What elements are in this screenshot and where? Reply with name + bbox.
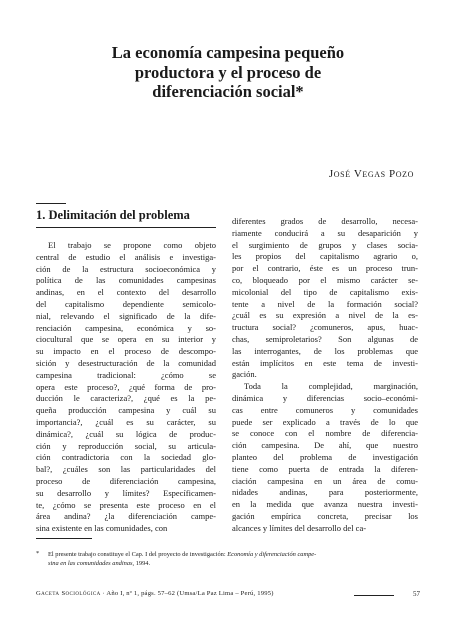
journal-name: Gaceta Sociológica bbox=[36, 590, 101, 597]
right-column-line: por el contrario, éste es un proceso trun- bbox=[232, 263, 418, 274]
left-column-line: renciación campesina, económica y so- bbox=[36, 322, 216, 333]
title-line-3: diferenciación social* bbox=[152, 82, 304, 101]
right-column-line: el surgimiento de grupos y clases socia- bbox=[232, 239, 418, 250]
left-column-line: ciocultural que se opera en su interior y bbox=[36, 334, 216, 345]
left-column-line: nial, relevando el significado de la dife- bbox=[36, 310, 216, 321]
left-column-line: área andina? ¿la diferenciación campe- bbox=[36, 511, 216, 522]
right-column-line: tructura social? ¿comuneros, apus, huac- bbox=[232, 322, 418, 333]
right-column-line: están implícitos en este tema de investi- bbox=[232, 357, 418, 368]
right-column-line: cas entre comuneros y comunidades bbox=[232, 404, 418, 415]
left-column-line: ducción le caracteriza?, ¿qué es la pe- bbox=[36, 393, 216, 404]
right-column-line: les propios del capitalismo agrario o, bbox=[232, 251, 418, 262]
right-column-line: chas, semiproletarios? Son algunas de bbox=[232, 333, 418, 344]
footnote-rule bbox=[36, 538, 92, 539]
journal-details: · Año I, nº 1, págs. 57–62 (Umsa/La Paz Lima – Perú, 1995) bbox=[100, 590, 274, 597]
left-column-line: dinámica?, ¿cuál su lógica de produc- bbox=[36, 428, 216, 439]
page-number: 57 bbox=[413, 590, 420, 598]
section-heading-rule bbox=[36, 227, 216, 228]
left-column-line: central de estudio el análisis e investiga- bbox=[36, 251, 216, 262]
left-column-line: ción de la estructura socioeconómica y bbox=[36, 263, 216, 274]
right-column-line: riamente conducirá a su desaparición y bbox=[232, 227, 418, 238]
left-column-line: sina existente en las comunidades, con bbox=[36, 523, 168, 534]
footnote-line-2 bbox=[48, 559, 420, 568]
left-column-line: El trabajo se propone como objeto bbox=[48, 240, 216, 250]
left-column-line: proceso de diferenciación campesina, bbox=[36, 475, 216, 486]
right-column-line: tiene como puerta de entrada la diferen- bbox=[232, 463, 418, 474]
footer-citation bbox=[36, 590, 274, 597]
right-column-line: se conoce con el nombre de diferencia- bbox=[232, 428, 418, 439]
right-column-line: gación empírica concreta, precisar los bbox=[232, 510, 418, 521]
title-line-2: productora y el proceso de bbox=[134, 62, 322, 82]
left-column-line: te, ¿cómo se presenta este proceso en el bbox=[36, 499, 216, 510]
left-column-line: política de las comunidades campesinas bbox=[36, 275, 216, 286]
footnote bbox=[36, 550, 420, 568]
left-column-line: bal?, ¿cuáles son las particularidades del bbox=[36, 464, 216, 475]
right-column-line: ción campesina. De ahí, que nuestro bbox=[232, 440, 418, 451]
right-column-line: ciación campesina en un área de comu- bbox=[232, 475, 418, 486]
right-column-line: co, bloqueado por el mismo carácter se- bbox=[232, 274, 418, 285]
left-column-line: campesina tradicional: ¿cómo se bbox=[36, 369, 216, 380]
right-column-line: diferentes grados de desarrollo, necesa- bbox=[232, 216, 418, 226]
left-column-line: su impacto en el proceso de descompo- bbox=[36, 346, 216, 357]
left-column-line: del capitalismo dependiente semicolo- bbox=[36, 298, 216, 309]
left-column-line: sición y desestructuración de la comunidad bbox=[36, 357, 216, 368]
author-name: José Vegas Pozo bbox=[328, 168, 414, 180]
section-top-rule bbox=[36, 203, 66, 204]
right-column-line: gación. bbox=[232, 369, 257, 380]
footer-rule bbox=[354, 595, 394, 596]
left-column-line: ción contradictoria con la sociedad glo- bbox=[36, 452, 216, 463]
left-column-line: opera este proceso?, ¿qué forma de pro- bbox=[36, 381, 216, 392]
article-title bbox=[40, 43, 416, 102]
footnote-year: , 1994. bbox=[132, 560, 151, 567]
left-column-line: su desarrollo y límites? Específicamen- bbox=[36, 487, 216, 498]
footnote-marker: * bbox=[36, 550, 40, 557]
right-column-line: tente a nivel de la formación social? bbox=[232, 298, 418, 309]
right-column-line: planteo del problema de investigación bbox=[232, 451, 418, 462]
right-column-line: micolonial del tipo de capitalismo exis- bbox=[232, 286, 418, 297]
left-column-line: importancia?, ¿cuál es su carácter, su bbox=[36, 416, 216, 427]
section-heading: 1. Delimitación del problema bbox=[36, 208, 190, 222]
right-column-line: las interrogantes, de los problemas que bbox=[232, 345, 418, 356]
page-footer bbox=[36, 590, 420, 600]
footnote-project-title: Economía y diferenciación campe- bbox=[227, 551, 317, 558]
left-column-line: queña producción campesina y cuál su bbox=[36, 405, 216, 416]
right-column-line: ¿cuál es su expresión a nivel de la es- bbox=[232, 310, 418, 321]
footnote-line-1 bbox=[48, 550, 420, 559]
right-column-line: nidades andinas, para posteriormente, bbox=[232, 487, 418, 498]
body-column-left bbox=[36, 240, 216, 535]
title-line-1: La economía campesina pequeño bbox=[111, 43, 345, 62]
footnote-text: El presente trabajo constituye el Cap. I del proyecto de investigación: bbox=[48, 551, 228, 558]
right-column-line: Toda la complejidad, marginación, bbox=[244, 381, 418, 392]
body-column-right bbox=[232, 216, 418, 535]
left-column-line: andinas, en el contexto del desarrollo bbox=[36, 287, 216, 298]
footnote-project-title-cont: sina en las comunidades andinas bbox=[48, 560, 133, 567]
left-column-line: ción y reproducción social, su articula- bbox=[36, 440, 216, 451]
right-column-line: alcances y límites del desarrollo del ca- bbox=[232, 522, 367, 533]
right-column-line: puede ser explicado a través de lo que bbox=[232, 416, 418, 427]
right-column-line: en la medida que avanza nuestra investi- bbox=[232, 499, 418, 510]
right-column-line: dinámica y diferencias socio–económi- bbox=[232, 392, 418, 403]
